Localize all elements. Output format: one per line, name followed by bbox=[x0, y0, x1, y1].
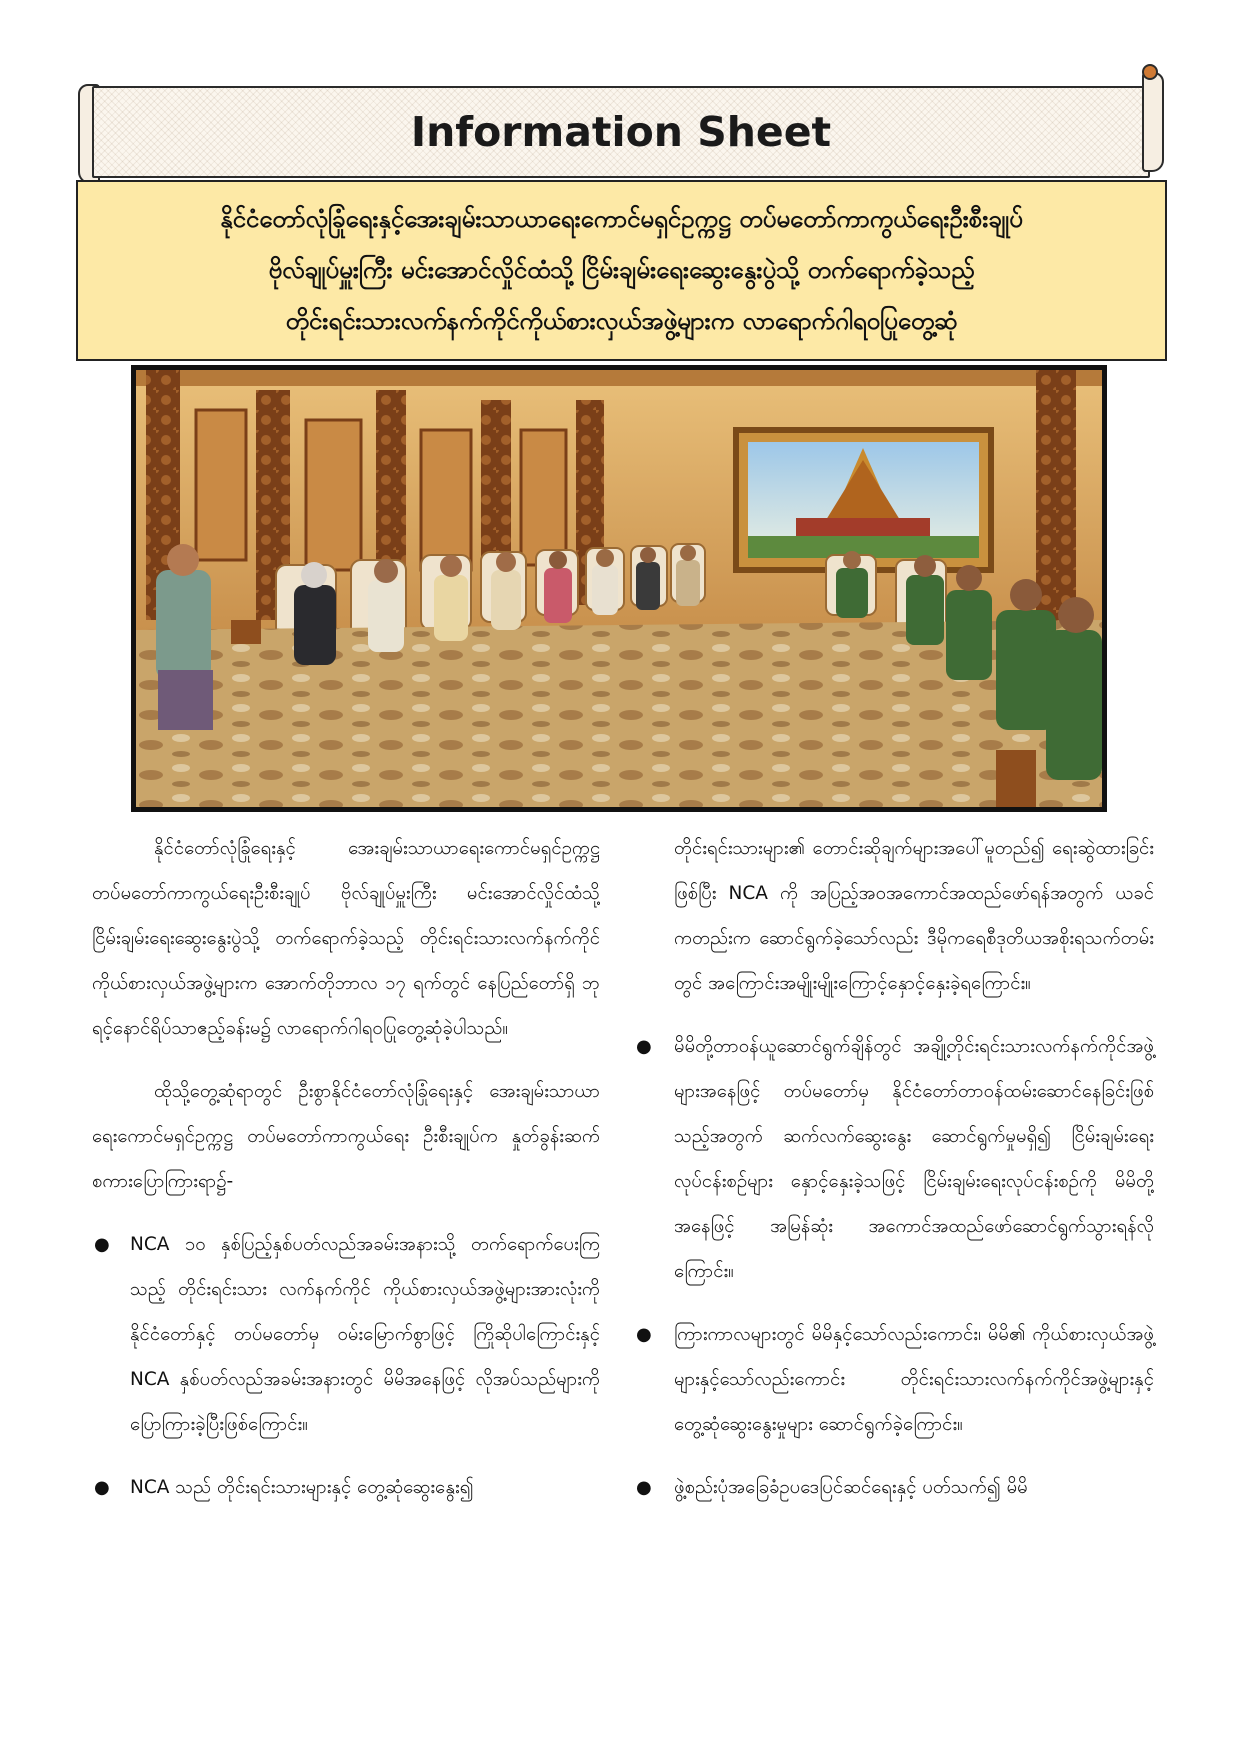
page-title: Information Sheet bbox=[410, 108, 832, 156]
bullet-icon: ● bbox=[94, 1477, 110, 1498]
bullet-icon: ● bbox=[636, 1324, 652, 1345]
list-item-text: မိမိတို့တာဝန်ယူဆောင်ရွက်ချိန်တွင် အချို့တိုင်းရင်းသားလက်နက်ကိုင်အဖွဲ့များအနေဖြင့် တပ်မတော်မှ နိုင်ငံတော်တာဝန်ထမ်းဆောင်နေခြင်းဖြစ်သည့်အတွက် ဆက်လက်ဆွေးနွေး ဆောင်ရွက်မှုမရှိ၍ ငြိမ်းချမ်းရေးလုပ်ငန်းစဉ်များ နှောင့်နှေးခဲ့သဖြင့် ငြိမ်းချမ်းရေးလုပ်ငန်းစဉ်ကို မိမိတို့အနေဖြင့် အမြန်ဆုံး အကောင်အထည်ဖော်ဆောင်ရွက်သွားရန်လိုကြောင်း။ bbox=[674, 1036, 1154, 1282]
list-item bbox=[634, 1465, 1154, 1510]
list-item bbox=[92, 1222, 600, 1447]
intro-paragraph: နိုင်ငံတော်လုံခြုံရေးနှင့် အေးချမ်းသာယာရေးကောင်မရှင်ဥက္ကဋ္ဌ တပ်မတော်ကာကွယ်ရေးဦးစီးချုပ် ဗိုလ်ချုပ်မှူးကြီး မင်းအောင်လှိုင်ထံသို့ ငြိမ်းချမ်းရေးဆွေးနွေးပွဲသို့ တက်ရောက်ခဲ့သည့် တိုင်းရင်းသားလက်နက်ကိုင် ကိုယ်စားလှယ်အဖွဲ့များက အောက်တိုဘာလ ၁၇ ရက်တွင် နေပြည်တော်ရှိ ဘုရင့်နောင်ရိပ်သာဧည့်ခန်းမ၌ လာရောက်ဂါရဝပြုတွေ့ဆုံခဲ့ပါသည်။ bbox=[92, 838, 600, 1039]
headline-box bbox=[76, 180, 1167, 361]
headline-line-2: ဗိုလ်ချုပ်မှူးကြီး မင်းအောင်လှိုင်ထံသို့ ငြိမ်းချမ်းရေးဆွေးနွေးပွဲသို့ တက်ရောက်ခဲ့သည့် bbox=[268, 256, 975, 284]
body-left-column bbox=[92, 826, 600, 1510]
speech-intro-paragraph: ထိုသို့တွေ့ဆုံရာတွင် ဦးစွာနိုင်ငံတော်လုံခြုံရေးနှင့် အေးချမ်းသာယာရေးကောင်မရှင်ဥက္ကဋ္ဌ တပ်မတော်ကာကွယ်ရေး ဦးစီးချုပ်က နှုတ်ခွန်းဆက်စကားပြောကြားရာ၌- bbox=[92, 1081, 600, 1192]
headline-line-3: တိုင်းရင်းသားလက်နက်ကိုင်ကိုယ်စားလှယ်အဖွဲ့များက လာရောက်ဂါရဝပြုတွေ့ဆုံ bbox=[285, 307, 958, 335]
list-item-text: ကြားကာလများတွင် မိမိနှင့်သော်လည်းကောင်း၊ မိမိ၏ ကိုယ်စားလှယ်အဖွဲ့များနှင့်သော်လည်းကောင်း တိုင်းရင်းသားလက်နက်ကိုင်အဖွဲ့များနှင့် တွေ့ဆုံဆွေးနွေးမှုများ ဆောင်ရွက်ခဲ့ကြောင်း။ bbox=[674, 1324, 1154, 1435]
list-item bbox=[92, 1465, 600, 1510]
continued-paragraph: တိုင်းရင်းသားများ၏ တောင်းဆိုချက်များအပေါ်မူတည်၍ ရေးဆွဲထားခြင်းဖြစ်ပြီး NCA ကို အပြည့်အဝအကောင်အထည်ဖော်ရန်အတွက် ယခင်ကတည်းက ဆောင်ရွက်ခဲ့သော်လည်း ဒီမိုကရေစီဒုတိယအစိုးရသက်တမ်းတွင် အကြောင်းအမျိုးမျိုးကြောင့်နှောင့်နှေးခဲ့ရကြောင်း။ bbox=[674, 838, 1154, 994]
bullet-icon: ● bbox=[636, 1477, 652, 1498]
list-item bbox=[634, 1024, 1154, 1294]
body-right-column bbox=[634, 826, 1154, 1510]
meeting-photo bbox=[131, 365, 1107, 812]
bullet-icon: ● bbox=[94, 1234, 110, 1255]
list-item-text: NCA ၁၀ နှစ်ပြည့်နှစ်ပတ်လည်အခမ်းအနားသို့ တက်ရောက်ပေးကြသည့် တိုင်းရင်းသား လက်နက်ကိုင် ကိုယ်စားလှယ်အဖွဲ့များအားလုံးကို နိုင်ငံတော်နှင့် တပ်မတော်မှ ဝမ်းမြောက်စွာဖြင့် ကြိုဆိုပါကြောင်းနှင့် NCA နှစ်ပတ်လည်အခမ်းအနားတွင် မိမိအနေဖြင့် လိုအပ်သည်များကိုပြောကြားခဲ့ပြီးဖြစ်ကြောင်း။ bbox=[130, 1234, 600, 1435]
list-item-text: NCA သည် တိုင်းရင်းသားများနှင့် တွေ့ဆုံဆွေးနွေး၍ bbox=[130, 1477, 474, 1498]
list-item bbox=[634, 1312, 1154, 1447]
list-item-text: ဖွဲ့စည်းပုံအခြေခံဥပဒေပြင်ဆင်ရေးနှင့် ပတ်သက်၍ မိမိ bbox=[674, 1477, 1028, 1498]
scroll-knob-icon bbox=[1142, 64, 1158, 80]
headline-line-1: နိုင်ငံတော်လုံခြုံရေးနှင့်အေးချမ်းသာယာရေးကောင်မရှင်ဥက္ကဋ္ဌ တပ်မတော်ကာကွယ်ရေးဦးစီးချုပ် bbox=[220, 205, 1023, 233]
bullet-icon: ● bbox=[636, 1036, 652, 1057]
title-banner bbox=[78, 86, 1164, 178]
